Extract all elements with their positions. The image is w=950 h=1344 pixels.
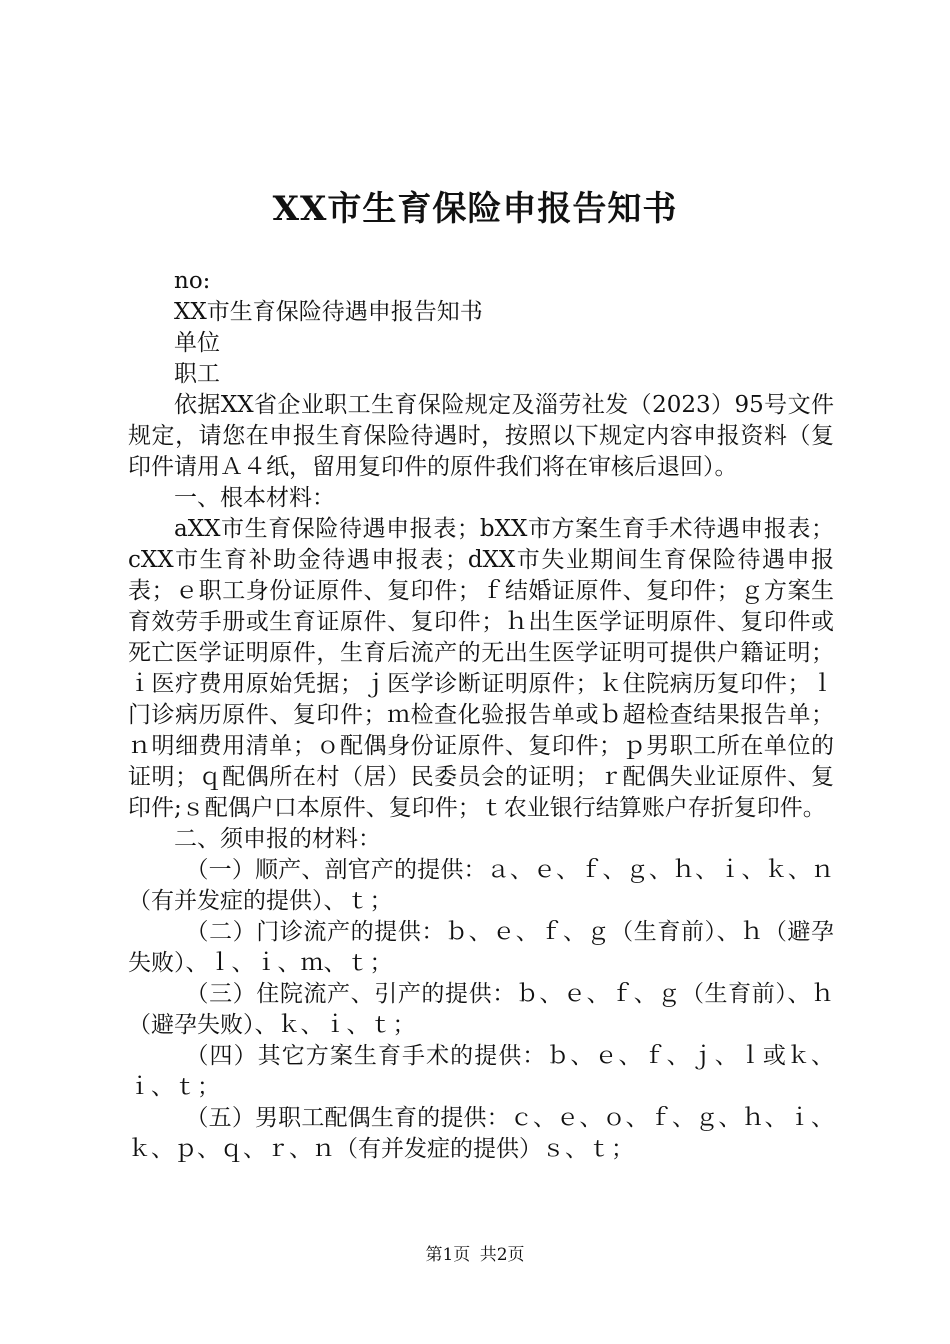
intro-paragraph: 依据XX省企业职工生育保险规定及淄劳社发（2023）95号文件规定，请您在申报生育保险待遇时，按照以下规定内容申报资料（复印件请用Ａ４纸，留用复印件的原件我们将在审核后退回）。	[128, 392, 834, 480]
requirement-item-1: （一）顺产、剖官产的提供：ａ、ｅ、ｆ、ｇ、ｈ、ｉ、ｋ、ｎ（有并发症的提供）、ｔ；	[128, 857, 834, 914]
page-number: 第1页	[425, 1245, 471, 1265]
requirement-item-2: （二）门诊流产的提供：ｂ、ｅ、ｆ、ｇ（生育前）、ｈ（避孕失败）、ｌ、ｉ、ｍ、ｔ；	[128, 919, 834, 976]
notice-heading: XX市生育保险待遇申报告知书	[174, 299, 483, 325]
requirement-item-5: （五）男职工配偶生育的提供：ｃ、ｅ、ｏ、ｆ、ｇ、ｈ、ｉ、ｋ、ｐ、ｑ、ｒ、ｎ（有并发症的提供）ｓ、ｔ；	[128, 1105, 834, 1162]
document-title: XX市生育保险申报告知书	[272, 189, 678, 229]
section-heading-required-materials: 二、须申报的材料：	[174, 826, 381, 852]
materials-list-paragraph: aXX市生育保险待遇申报表；bXX市方案生育手术待遇申报表；cXX市生育补助金待遇申报表；dXX市失业期间生育保险待遇申报表；ｅ职工身份证原件、复印件；ｆ结婚证原件、复印件；ｇ方案生育效劳手册或生育证原件、复印件；ｈ出生医学证明原件、复印件或死亡医学证明原件，生育后流产的无出生医学证明可提供户籍证明；ｉ医疗费用原始凭据；ｊ医学诊断证明原件；ｋ住院病历复印件；ｌ门诊病历原件、复印件；ｍ检查化验报告单或ｂ超检查结果报告单；ｎ明细费用清单；ｏ配偶身份证原件、复印件；ｐ男职工所在单位的证明；ｑ配偶所在村（居）民委员会的证明；ｒ配偶失业证原件、复印件;ｓ配偶户口本原件、复印件；ｔ农业银行结算账户存折复印件。	[128, 516, 834, 821]
requirement-item-3: （三）住院流产、引产的提供：ｂ、ｅ、ｆ、ｇ（生育前）、ｈ（避孕失败）、ｋ、ｉ、ｔ；	[128, 981, 834, 1038]
page-footer	[0, 1243, 950, 1267]
requirement-item-4: （四）其它方案生育手术的提供：ｂ、ｅ、ｆ、ｊ、ｌ或ｋ、ｉ、ｔ；	[128, 1043, 834, 1100]
page-total: 共2页	[479, 1245, 525, 1265]
unit-field: 单位	[174, 330, 220, 356]
document-body	[128, 266, 834, 1165]
employee-field: 职工	[174, 361, 220, 387]
doc-number: no:	[174, 268, 211, 294]
section-heading-basic-materials: 一、根本材料：	[174, 485, 335, 511]
